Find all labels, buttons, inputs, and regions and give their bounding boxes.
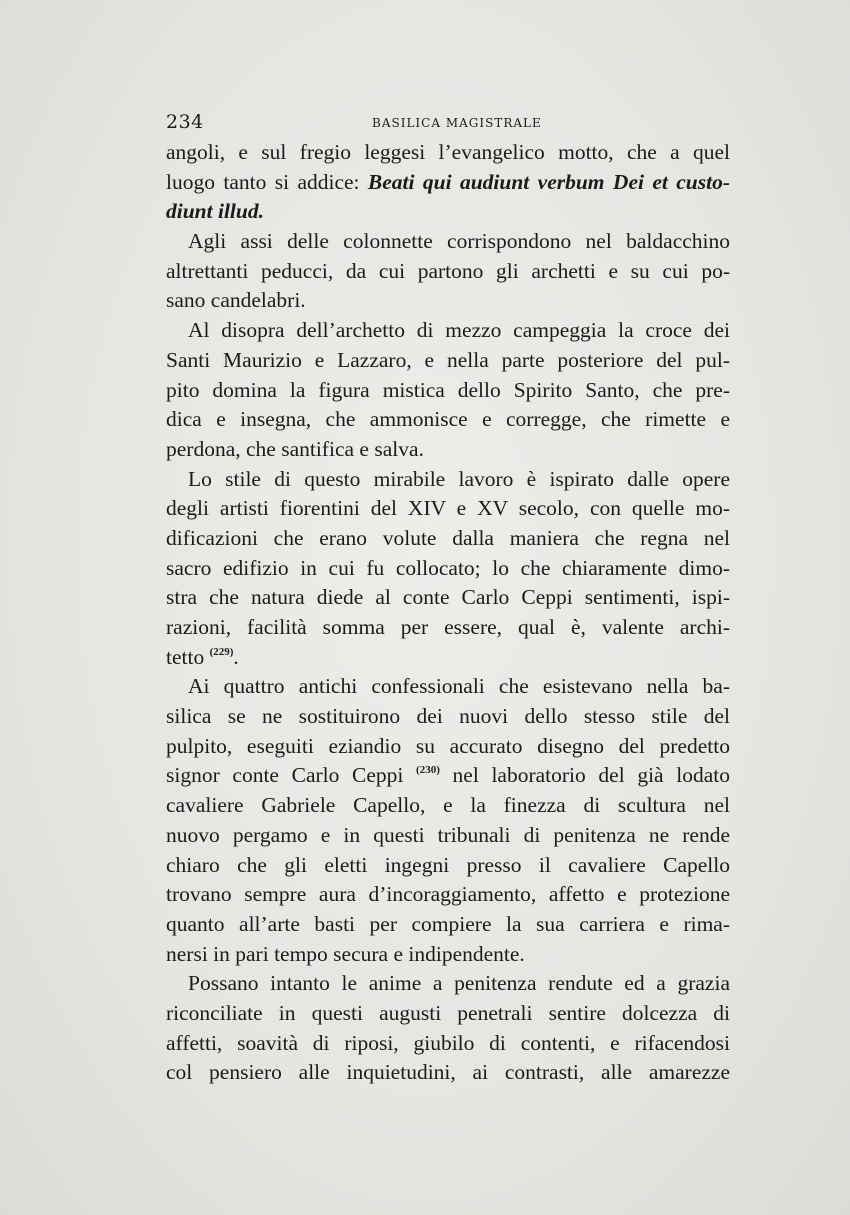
- latin-quote: Beati qui audiunt verbum Dei et custo-: [367, 169, 730, 194]
- text-line: tetto $^{(229)}$.: [166, 644, 239, 669]
- text-line: Lo stile di questo mirabile lavoro è ispirato dalle opere: [188, 466, 730, 491]
- text-line: sacro edifizio in cui fu collocato; lo che chiaramente dimo-: [166, 555, 730, 580]
- text-line: dica e insegna, che ammonisce e corregge, che rimette e: [166, 407, 730, 432]
- text-line: degli artisti fiorentini del XIV e XV secolo, con quelle mo-: [166, 496, 730, 521]
- latin-quote: diunt illud.: [166, 199, 264, 224]
- text-line: pito domina la figura mistica dello Spirito Santo, che pre-: [166, 377, 730, 402]
- text-line: quanto all’arte basti per compiere la sua carriera e rima-: [166, 911, 730, 936]
- text-line: dificazioni che erano volute dalla maniera che regna nel: [166, 525, 730, 550]
- running-title: BASILICA MAGISTRALE: [372, 116, 542, 130]
- text-line: luogo tanto si addice: Beati qui audiunt verbum Dei et custo-: [166, 169, 730, 194]
- text-line: stra che natura diede al conte Carlo Ceppi sentimenti, ispi-: [166, 585, 730, 610]
- page-header: [166, 111, 730, 135]
- text-line: nuovo pergamo e in questi tribunali di penitenza ne rende: [166, 822, 730, 847]
- text-line: Santi Maurizio e Lazzaro, e nella parte posteriore del pul-: [166, 347, 730, 372]
- text-line: col pensiero alle inquietudini, ai contrasti, alle amarezze: [166, 1060, 730, 1085]
- text-line: pulpito, eseguiti eziandio su accurato disegno del predetto: [166, 733, 730, 758]
- text-line: altrettanti peducci, da cui partono gli archetti e su cui po-: [166, 258, 730, 283]
- text-line: affetti, soavità di riposi, giubilo di contenti, e rifacendosi: [166, 1030, 730, 1055]
- text-line: silica se ne sostituirono dei nuovi dello stesso stile del: [166, 704, 730, 729]
- text-line: riconciliate in questi augusti penetrali sentire dolcezza di: [166, 1000, 730, 1025]
- text-line: sano candelabri.: [166, 288, 306, 313]
- text-line: cavaliere Gabriele Capello, e la finezza di scultura nel: [166, 793, 730, 818]
- text-line: Al disopra dell’archetto di mezzo campeggia la croce dei: [188, 318, 730, 343]
- text-line: signor conte Carlo Ceppi $^{(230)}$ nel laboratorio del già lodato: [166, 763, 730, 788]
- text-line: Ai quattro antichi confessionali che esistevano nella ba-: [188, 674, 730, 699]
- text-line: Possano intanto le anime a penitenza rendute ed a grazia: [188, 971, 730, 996]
- body-text: [166, 138, 730, 1088]
- text-line: razioni, facilità somma per essere, qual è, valente archi-: [166, 615, 730, 639]
- text-line: nersi in pari tempo secura e indipendente.: [166, 941, 525, 966]
- footnote-ref: (229): [209, 645, 234, 658]
- text-line: perdona, che santifica e salva.: [166, 436, 424, 461]
- text-line: Agli assi delle colonnette corrispondono nel baldacchino: [188, 229, 730, 254]
- page-number: 234: [166, 111, 204, 133]
- footnote-ref: (230): [416, 764, 440, 777]
- text-line: chiaro che gli eletti ingegni presso il cavaliere Capello: [166, 852, 730, 877]
- text-line: angoli, e sul fregio leggesi l’evangelico motto, che a quel: [166, 140, 730, 164]
- text-line: trovano sempre aura d’incoraggiamento, affetto e protezione: [166, 882, 730, 907]
- text-line: [166, 197, 730, 227]
